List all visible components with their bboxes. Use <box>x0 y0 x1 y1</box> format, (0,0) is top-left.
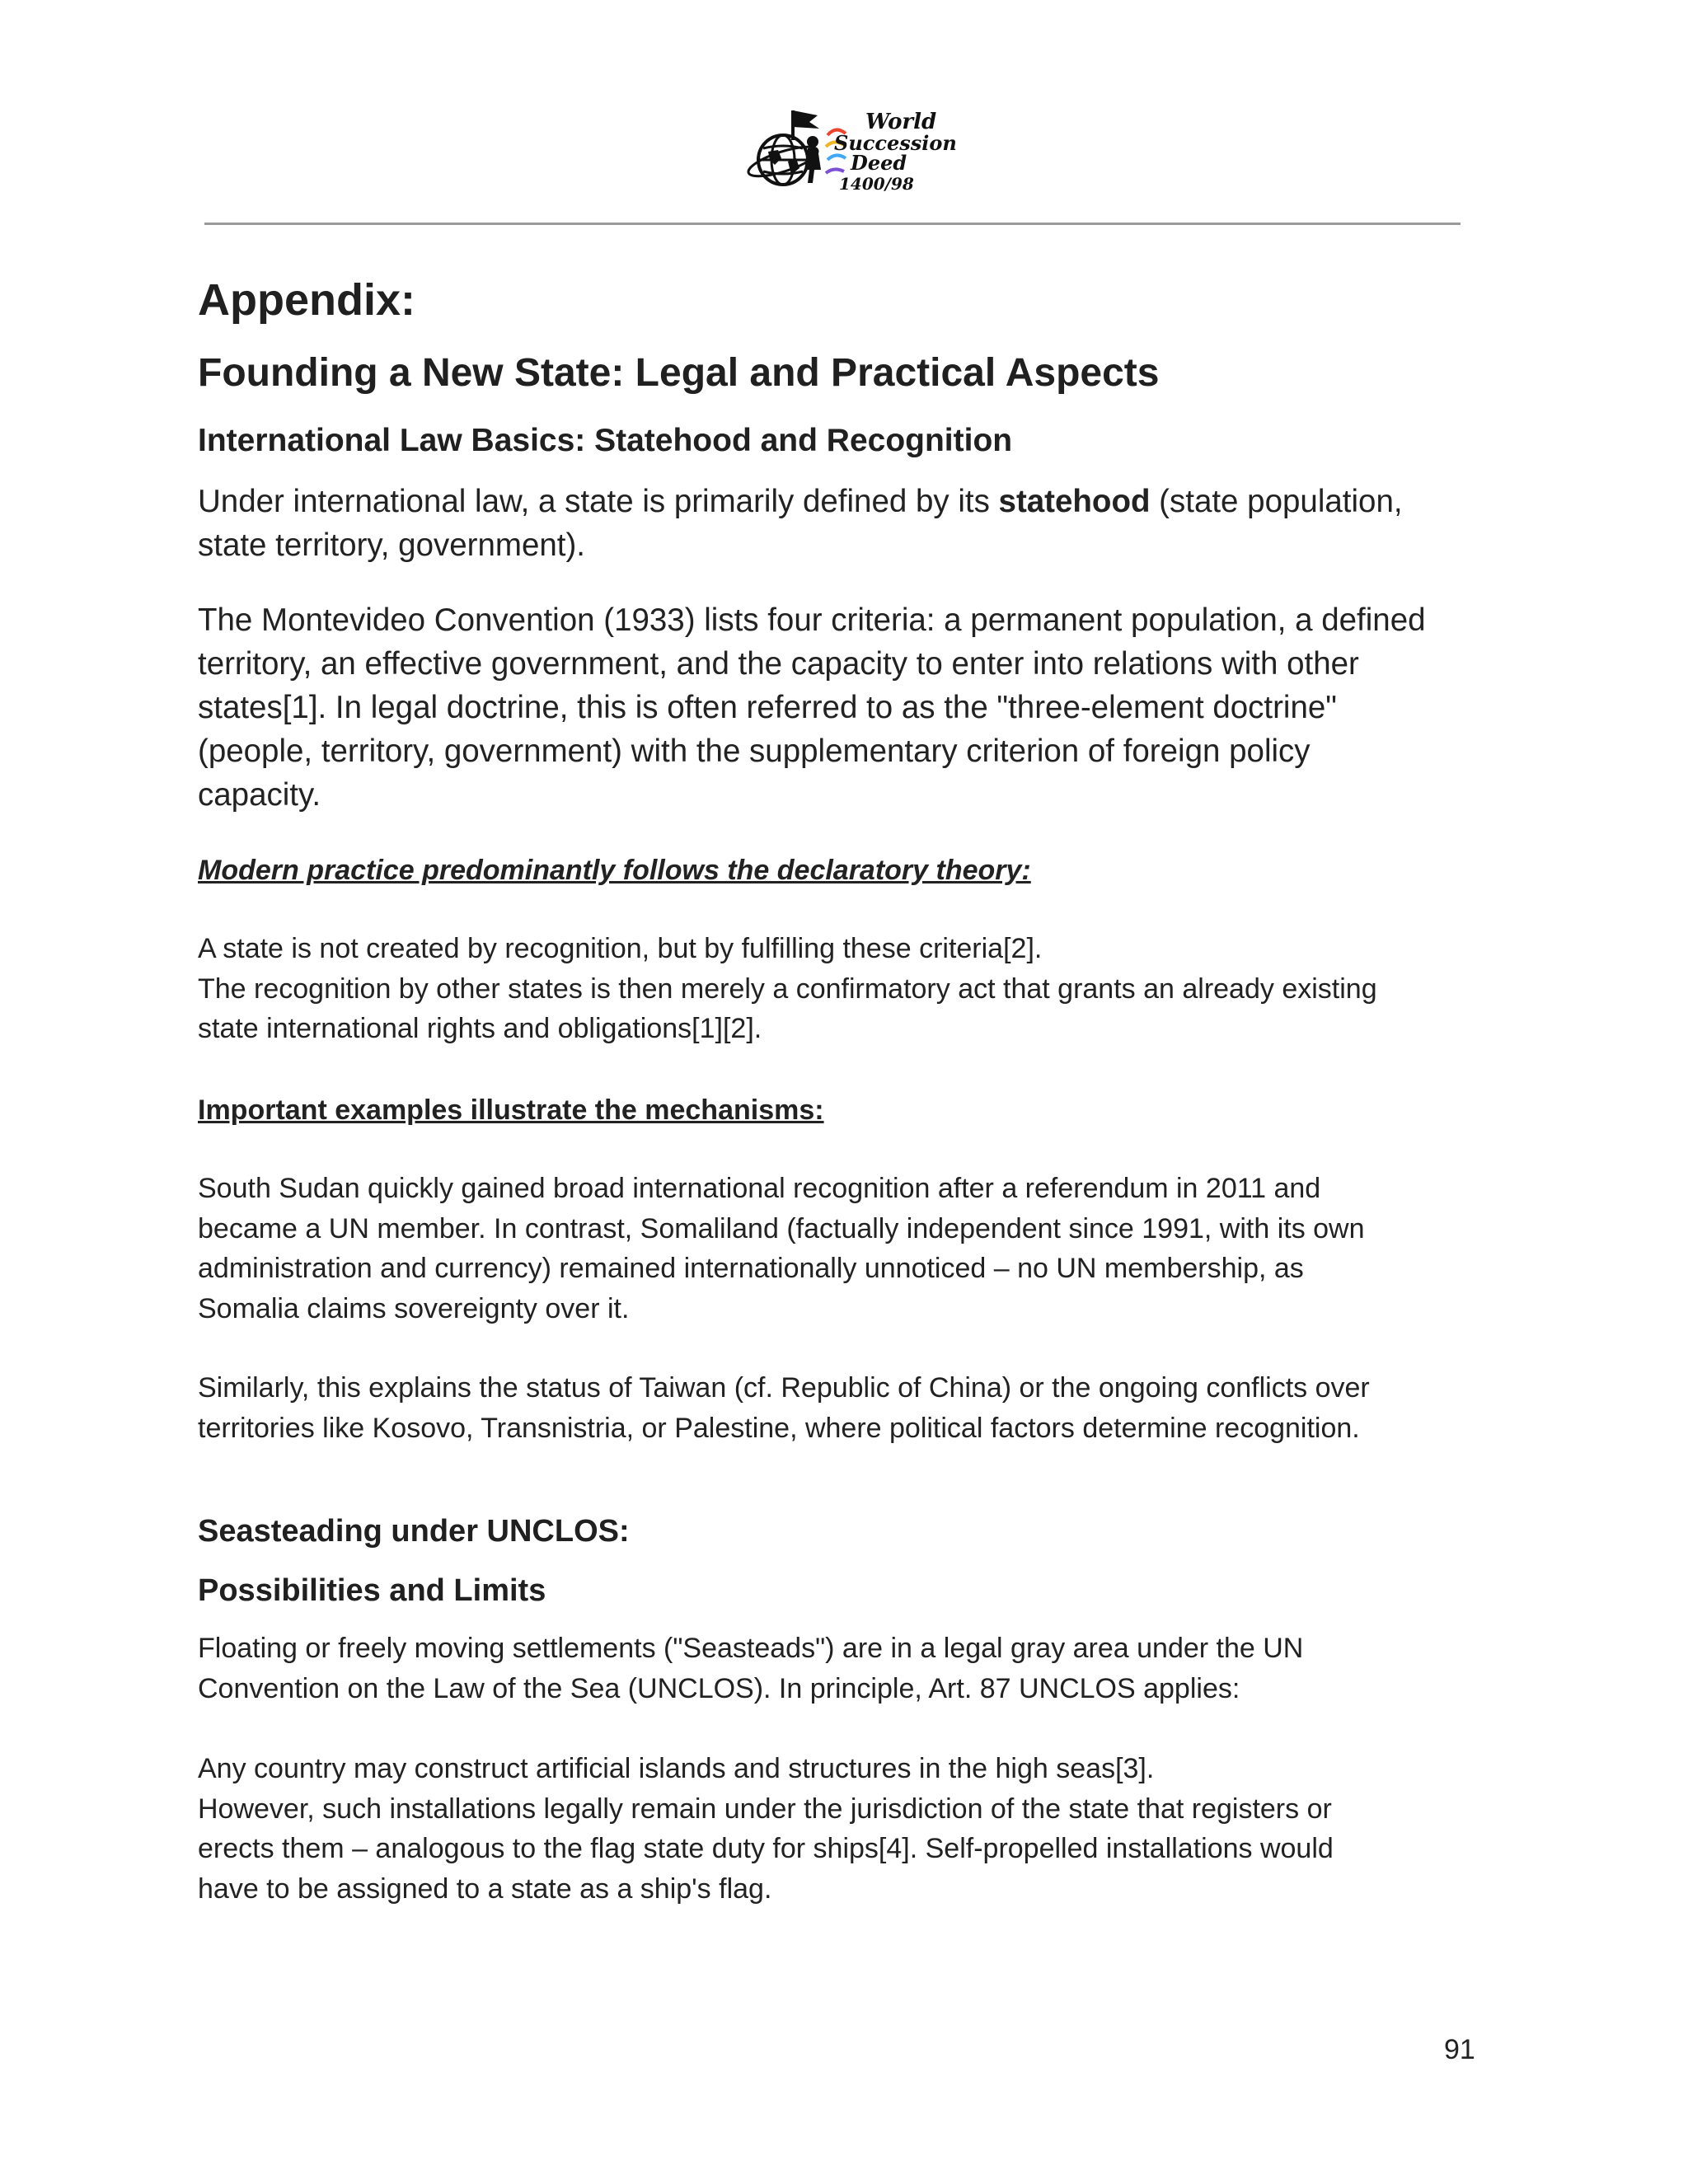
logo-line-1: World <box>865 110 937 134</box>
examples-paragraph <box>198 1169 1484 1329</box>
seasteading-paragraph-1 <box>198 1629 1484 1708</box>
montevideo-line: (people, territory, government) with the supplementary criterion of foreign policy <box>198 733 1311 769</box>
logo-line-3: Deed <box>851 151 907 175</box>
examples-line: became a UN member. In contrast, Somaliland (factually independent since 1991, with its own <box>198 1212 1365 1244</box>
taiwan-line: territories like Kosovo, Transnistria, or Palestine, where political factors determine recognition. <box>198 1412 1360 1444</box>
declaratory-paragraph <box>198 929 1484 1049</box>
statehood-paragraph <box>198 480 1484 567</box>
page-number: 91 <box>1444 2034 1475 2065</box>
declaratory-line: A state is not created by recognition, but by fulfilling these criteria[2]. <box>198 933 1043 964</box>
declaratory-line: state international rights and obligations[1][2]. <box>198 1013 762 1044</box>
seasteading-heading: Seasteading under UNCLOS: <box>198 1514 630 1549</box>
taiwan-line: Similarly, this explains the status of Taiwan (cf. Republic of China) or the ongoing conflicts over <box>198 1372 1370 1404</box>
declaratory-line: The recognition by other states is then merely a confirmatory act that grants an already existing <box>198 972 1377 1005</box>
logo-line-2: Succession <box>834 131 957 155</box>
montevideo-line: The Montevideo Convention (1933) lists four criteria: a permanent population, a defined <box>198 602 1426 638</box>
montevideo-paragraph <box>198 598 1484 817</box>
appendix-title: Appendix: <box>198 275 415 325</box>
examples-line: South Sudan quickly gained broad international recognition after a referendum in 2011 and <box>198 1173 1321 1204</box>
taiwan-paragraph <box>198 1368 1484 1448</box>
statehood-text-before: Under international law, a state is primarily defined by its <box>198 484 999 519</box>
examples-heading: Important examples illustrate the mechanisms: <box>198 1094 824 1126</box>
header-divider <box>204 223 1461 225</box>
statehood-line-1 <box>198 480 1484 523</box>
statehood-bold-term: statehood <box>998 484 1151 519</box>
seasteading-line: However, such installations legally remain under the jurisdiction of the state that registers or <box>198 1793 1332 1825</box>
seasteading-line: Floating or freely moving settlements ("Seasteads") are in a legal gray area under the UN <box>198 1633 1304 1664</box>
declaratory-theory-heading: Modern practice predominantly follows the declaratory theory: <box>198 855 1031 886</box>
globe-flag-figure-logo-icon <box>742 101 957 198</box>
seasteading-line: Any country may construct artificial islands and structures in the high seas[3]. <box>198 1753 1155 1784</box>
statehood-text-after: (state population, <box>1150 484 1403 519</box>
seasteading-line: have to be assigned to a state as a ship's flag. <box>198 1872 772 1905</box>
montevideo-line: capacity. <box>198 777 321 813</box>
seasteading-line: Convention on the Law of the Sea (UNCLOS). In principle, Art. 87 UNCLOS applies: <box>198 1672 1240 1704</box>
intl-law-heading: International Law Basics: Statehood and Recognition <box>198 423 1013 458</box>
seasteading-line: erects them – analogous to the flag state duty for ships[4]. Self-propelled installations would <box>198 1833 1334 1864</box>
examples-line: administration and currency) remained internationally unnoticed – no UN membership, as <box>198 1253 1304 1284</box>
seasteading-paragraph-2 <box>198 1749 1484 1909</box>
seasteading-subheading: Possibilities and Limits <box>198 1573 546 1608</box>
montevideo-line: territory, an effective government, and the capacity to enter into relations with other <box>198 646 1359 682</box>
statehood-line-2: state territory, government). <box>198 527 586 563</box>
montevideo-line: states[1]. In legal doctrine, this is often referred to as the "three-element doctrine" <box>198 690 1337 725</box>
examples-line: Somalia claims sovereignty over it. <box>198 1292 630 1324</box>
world-succession-deed-logo <box>742 101 957 198</box>
section-title: Founding a New State: Legal and Practical Aspects <box>198 351 1160 395</box>
logo-line-4: 1400/98 <box>839 174 914 194</box>
